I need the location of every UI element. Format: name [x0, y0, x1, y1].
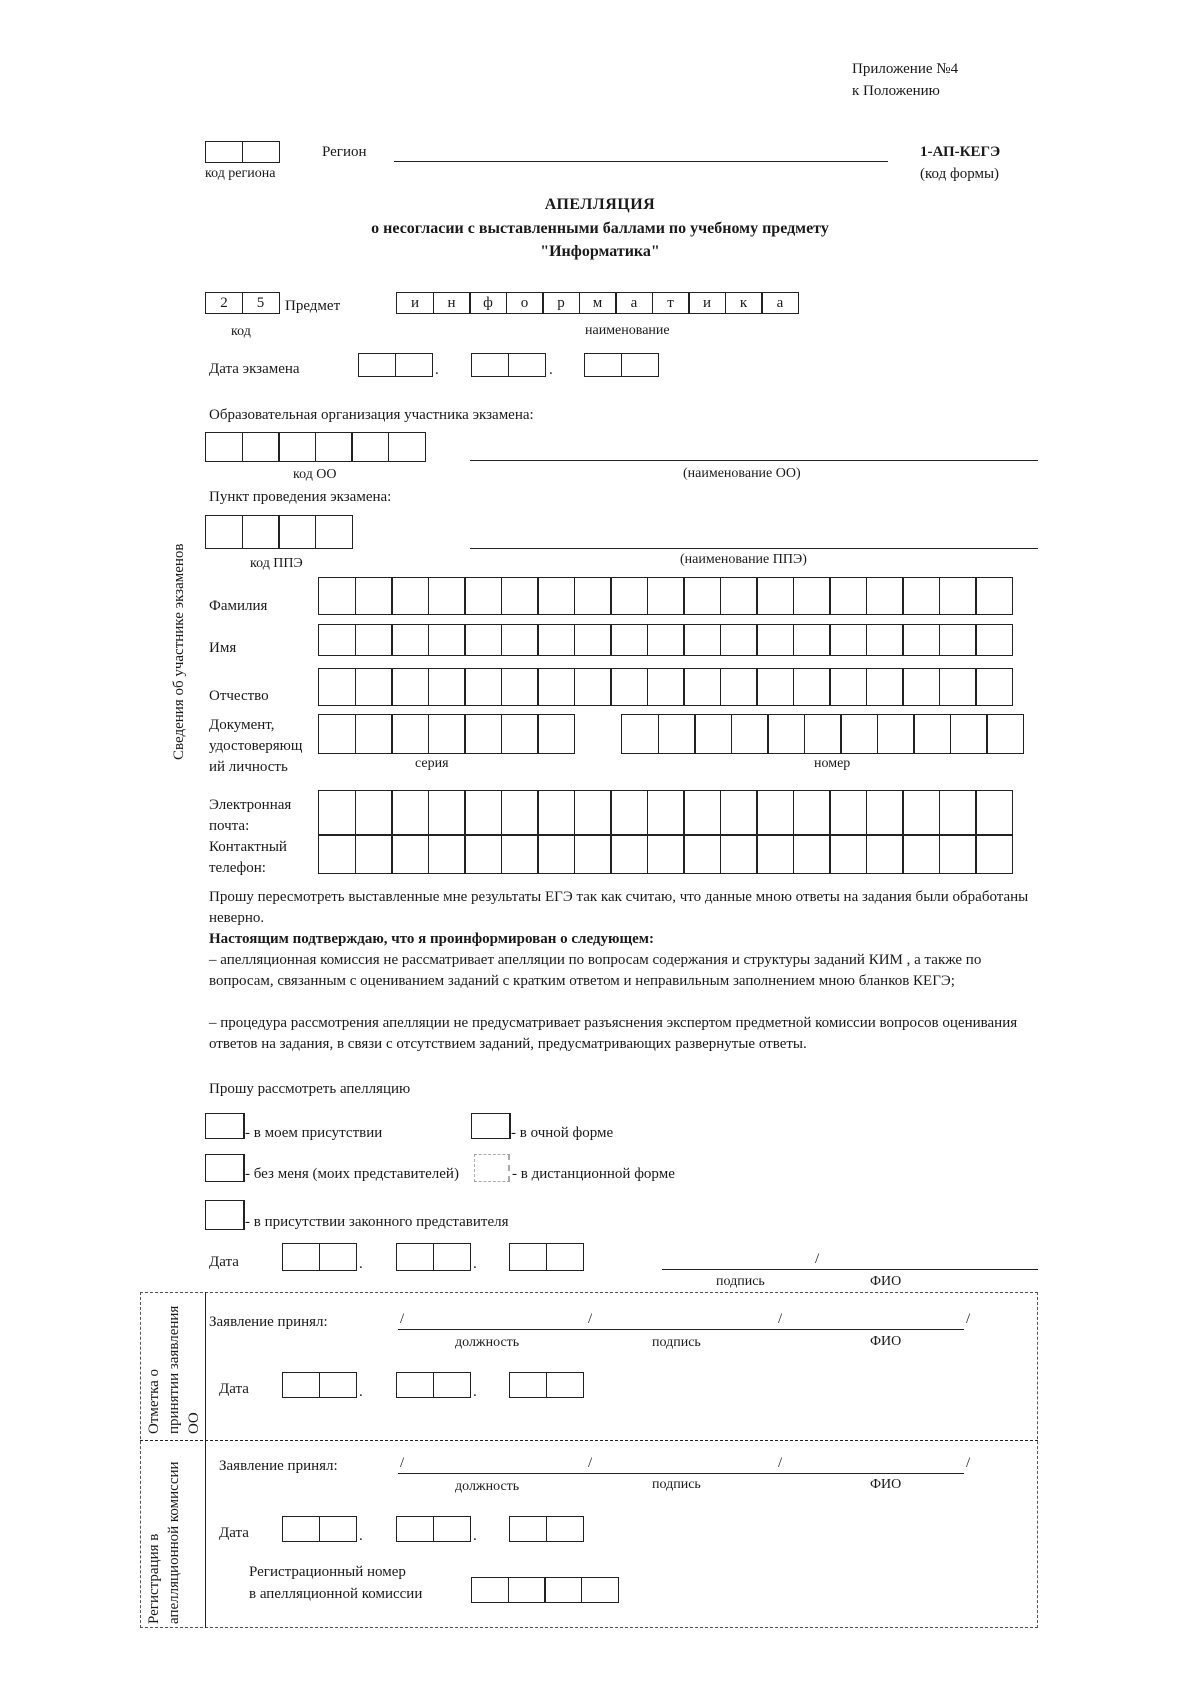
options-label: Прошу рассмотреть апелляцию: [209, 1081, 411, 1097]
ppe-code-caption: код ППЭ: [250, 556, 303, 571]
letter-cell[interactable]: [574, 668, 612, 706]
signature-caption: подпись: [716, 1274, 765, 1289]
date-cell[interactable]: [433, 1372, 471, 1398]
letter-cell[interactable]: [793, 790, 831, 836]
letter-cell[interactable]: [318, 668, 356, 706]
letter-cell[interactable]: [986, 714, 1024, 754]
ppe-label: Пункт проведения экзамена:: [209, 489, 392, 505]
confirm-item1: – апелляционная комиссия не рассматривает апелляции по вопросам содержания и структуры заданий КИМ , а также по вопросам, связанным с оцениванием заданий с кратким ответом и неправильным заполнением мною бланков КЕГЭ;: [209, 952, 982, 989]
subject-letter[interactable]: р: [542, 292, 580, 314]
option-legal-rep-label: - в присутствии законного представителя: [245, 1214, 509, 1230]
letter-cell[interactable]: [391, 624, 429, 656]
sign-slash: /: [815, 1251, 820, 1267]
subject-letter[interactable]: т: [652, 292, 690, 314]
commission-signature-caption: подпись: [652, 1477, 701, 1492]
commission-date-day[interactable]: [282, 1516, 357, 1542]
date-cell[interactable]: [546, 1516, 584, 1542]
org-name-line[interactable]: [470, 460, 1038, 461]
letter-cell[interactable]: [537, 790, 575, 836]
region-code-cell[interactable]: [205, 141, 243, 163]
letter-cell[interactable]: [355, 790, 393, 836]
letter-cell[interactable]: [621, 714, 659, 754]
letter-cell[interactable]: [683, 834, 721, 874]
letter-cell[interactable]: [464, 668, 502, 706]
region-code-cell[interactable]: [242, 141, 280, 163]
letter-cell[interactable]: [866, 624, 904, 656]
phone-cells[interactable]: [318, 834, 1013, 874]
letter-cell[interactable]: [391, 714, 429, 754]
letter-cell[interactable]: [537, 834, 575, 874]
request-paragraph: Прошу пересмотреть выставленные мне результаты ЕГЭ так как считаю, что данные мною ответы на задания были обработаны неверно.: [209, 889, 1029, 926]
commission-side-label-l2: апелляционной комиссии: [166, 1461, 182, 1624]
ppe-code-cell[interactable]: [242, 515, 280, 549]
letter-cell[interactable]: [902, 790, 940, 836]
reg-number-cell[interactable]: [471, 1577, 509, 1603]
letter-cell[interactable]: [537, 577, 575, 615]
ppe-code-cells[interactable]: [205, 515, 353, 549]
email-label-l2: почта:: [209, 818, 250, 834]
letter-cell[interactable]: [793, 624, 831, 656]
option-remote-label: - в дистанционной форме: [512, 1166, 675, 1182]
letter-cell[interactable]: [866, 668, 904, 706]
letter-cell[interactable]: [647, 624, 685, 656]
confirm-item2: – процедура рассмотрения апелляции не предусматривает разъяснения экспертом предметной комиссии вопросов оценивания ответов на задания, в связи с отсутствием заданий, предусматривающих развернутые ответы.: [209, 1015, 1018, 1052]
title-line3: "Информатика": [540, 243, 660, 260]
commission-position-caption: должность: [455, 1479, 520, 1494]
letter-cell[interactable]: [939, 790, 977, 836]
letter-cell[interactable]: [756, 668, 794, 706]
commission-accepted-line[interactable]: [398, 1473, 964, 1474]
letter-cell[interactable]: [804, 714, 842, 754]
letter-cell[interactable]: [318, 577, 356, 615]
letter-cell[interactable]: [902, 834, 940, 874]
ppe-name-line[interactable]: [470, 548, 1038, 549]
letter-cell[interactable]: [877, 714, 915, 754]
letter-cell[interactable]: [464, 790, 502, 836]
org-code-cell[interactable]: [388, 432, 426, 462]
subject-code-digit[interactable]: 2: [205, 292, 243, 314]
letter-cell[interactable]: [574, 624, 612, 656]
letter-cell[interactable]: [647, 577, 685, 615]
document-label-l1: Документ,: [209, 717, 275, 733]
letter-cell[interactable]: [428, 624, 466, 656]
oo-side-label-l3: ОО: [186, 1412, 202, 1434]
letter-cell[interactable]: [391, 577, 429, 615]
letter-cell[interactable]: [720, 577, 758, 615]
subject-letter[interactable]: о: [506, 292, 544, 314]
date-cell[interactable]: [433, 1516, 471, 1542]
exam-date-month[interactable]: [471, 353, 546, 377]
org-code-cell[interactable]: [242, 432, 280, 462]
exam-date-day[interactable]: [358, 353, 433, 377]
org-code-cell[interactable]: [278, 432, 316, 462]
subject-letter[interactable]: м: [579, 292, 617, 314]
series-caption: серия: [415, 756, 449, 771]
date-cell[interactable]: [319, 1372, 357, 1398]
date-cell[interactable]: [509, 1372, 547, 1398]
surname-label: Фамилия: [209, 598, 268, 614]
subject-label: Предмет: [285, 298, 341, 314]
letter-cell[interactable]: [683, 577, 721, 615]
exam-date-year[interactable]: [584, 353, 659, 377]
date-cell[interactable]: [508, 353, 546, 377]
letter-cell[interactable]: [610, 668, 648, 706]
letter-cell[interactable]: [829, 624, 867, 656]
document-label-l2: удостоверяющ: [209, 738, 303, 754]
date-cell[interactable]: [546, 1243, 584, 1271]
letter-cell[interactable]: [902, 624, 940, 656]
commission-date-year[interactable]: [509, 1516, 584, 1542]
number-caption: номер: [814, 756, 851, 771]
letter-cell[interactable]: [318, 714, 356, 754]
letter-cell[interactable]: [610, 577, 648, 615]
oo-accepted-line[interactable]: [398, 1329, 964, 1330]
org-code-caption: код ОО: [293, 467, 337, 482]
reg-number-cell[interactable]: [508, 1577, 546, 1603]
letter-cell[interactable]: [731, 714, 769, 754]
letter-cell[interactable]: [428, 668, 466, 706]
letter-cell[interactable]: [950, 714, 988, 754]
letter-cell[interactable]: [975, 624, 1013, 656]
oo-accepted-label: Заявление принял:: [209, 1314, 328, 1330]
letter-cell[interactable]: [756, 834, 794, 874]
option-in-person-checkbox[interactable]: [471, 1113, 511, 1139]
letter-cell[interactable]: [939, 834, 977, 874]
letter-cell[interactable]: [537, 624, 575, 656]
date-cell[interactable]: [509, 1243, 547, 1271]
subject-code-cells[interactable]: [205, 292, 280, 314]
date-cell[interactable]: [282, 1243, 320, 1271]
date-cell[interactable]: [584, 353, 622, 377]
oo-date-day[interactable]: [282, 1372, 357, 1398]
letter-cell[interactable]: [428, 790, 466, 836]
date-cell[interactable]: [395, 353, 433, 377]
oo-side-label-l2: принятии заявления: [166, 1305, 182, 1434]
option-in-presence-label: - в моем присутствии: [245, 1125, 383, 1141]
appendix-line1: Приложение №4: [852, 61, 959, 77]
letter-cell[interactable]: [355, 714, 393, 754]
letter-cell[interactable]: [428, 834, 466, 874]
date-cell[interactable]: [396, 1243, 434, 1271]
letter-cell[interactable]: [840, 714, 878, 754]
letter-cell[interactable]: [793, 834, 831, 874]
oo-signature-caption: подпись: [652, 1335, 701, 1350]
phone-label-l1: Контактный: [209, 839, 287, 855]
org-code-cells[interactable]: [205, 432, 426, 462]
option-without-me-label: - без меня (моих представителей): [245, 1166, 459, 1182]
document-label-l3: ий личность: [209, 759, 288, 775]
name-cells[interactable]: [318, 624, 1013, 656]
reg-number-label-l2: в апелляционной комиссии: [249, 1586, 423, 1602]
subject-code-digit[interactable]: 5: [242, 292, 280, 314]
date-cell[interactable]: [319, 1516, 357, 1542]
subject-name-caption: наименование: [585, 323, 670, 338]
surname-cells[interactable]: [318, 577, 1013, 615]
letter-cell[interactable]: [683, 668, 721, 706]
subject-name-cells[interactable]: [396, 292, 799, 314]
commission-side-label-l1: Регистрация в: [146, 1533, 162, 1624]
letter-cell[interactable]: [683, 624, 721, 656]
letter-cell[interactable]: [647, 790, 685, 836]
phone-label-l2: телефон:: [209, 860, 266, 876]
region-name-line[interactable]: [394, 161, 888, 162]
letter-cell[interactable]: [975, 577, 1013, 615]
subject-letter[interactable]: ф: [469, 292, 507, 314]
letter-cell[interactable]: [355, 668, 393, 706]
letter-cell[interactable]: [537, 714, 575, 754]
sign-date-month[interactable]: [396, 1243, 471, 1271]
ppe-name-caption: (наименование ППЭ): [680, 552, 807, 567]
letter-cell[interactable]: [391, 790, 429, 836]
letter-cell[interactable]: [658, 714, 696, 754]
frame-divider-horizontal: [140, 1440, 1038, 1441]
letter-cell[interactable]: [829, 577, 867, 615]
org-code-cell[interactable]: [205, 432, 243, 462]
email-cells[interactable]: [318, 790, 1013, 836]
date-cell[interactable]: [319, 1243, 357, 1271]
title-line2: о несогласии с выставленными баллами по учебному предмету: [371, 220, 829, 237]
commission-fio-caption: ФИО: [870, 1477, 902, 1492]
letter-cell[interactable]: [902, 668, 940, 706]
letter-cell[interactable]: [829, 790, 867, 836]
subject-letter[interactable]: а: [761, 292, 799, 314]
ppe-code-cell[interactable]: [315, 515, 353, 549]
letter-cell[interactable]: [939, 577, 977, 615]
letter-cell[interactable]: [939, 668, 977, 706]
letter-cell[interactable]: [610, 790, 648, 836]
letter-cell[interactable]: [391, 668, 429, 706]
letter-cell[interactable]: [647, 834, 685, 874]
reg-number-cells[interactable]: [471, 1577, 619, 1603]
letter-cell[interactable]: [355, 624, 393, 656]
letter-cell[interactable]: [866, 577, 904, 615]
letter-cell[interactable]: [537, 668, 575, 706]
letter-cell[interactable]: [464, 714, 502, 754]
letter-cell[interactable]: [428, 714, 466, 754]
oo-position-caption: должность: [455, 1335, 520, 1350]
reg-number-cell[interactable]: [544, 1577, 582, 1603]
letter-cell[interactable]: [975, 668, 1013, 706]
letter-cell[interactable]: [756, 790, 794, 836]
letter-cell[interactable]: [501, 714, 539, 754]
date-cell[interactable]: [396, 1516, 434, 1542]
letter-cell[interactable]: [355, 834, 393, 874]
letter-cell[interactable]: [318, 790, 356, 836]
letter-cell[interactable]: [610, 834, 648, 874]
ppe-code-cell[interactable]: [278, 515, 316, 549]
form-code-caption: (код формы): [920, 166, 1000, 182]
letter-cell[interactable]: [793, 668, 831, 706]
document-number-cells[interactable]: [621, 714, 1024, 754]
letter-cell[interactable]: [939, 624, 977, 656]
sign-date-day[interactable]: [282, 1243, 357, 1271]
letter-cell[interactable]: [829, 668, 867, 706]
exam-date-label: Дата экзамена: [209, 361, 300, 377]
option-legal-rep-checkbox[interactable]: [205, 1200, 245, 1230]
date-cell[interactable]: [509, 1516, 547, 1542]
oo-date-label: Дата: [219, 1381, 249, 1397]
letter-cell[interactable]: [902, 577, 940, 615]
date-cell[interactable]: [358, 353, 396, 377]
option-without-me-checkbox[interactable]: [205, 1154, 245, 1182]
letter-cell[interactable]: [318, 624, 356, 656]
letter-cell[interactable]: [694, 714, 732, 754]
letter-cell[interactable]: [428, 577, 466, 615]
date-cell[interactable]: [282, 1372, 320, 1398]
form-code: 1-АП-КЕГЭ: [920, 144, 1001, 160]
sign-date-label: Дата: [209, 1254, 239, 1270]
reg-number-label-l1: Регистрационный номер: [249, 1564, 406, 1580]
letter-cell[interactable]: [683, 790, 721, 836]
letter-cell[interactable]: [647, 668, 685, 706]
letter-cell[interactable]: [829, 834, 867, 874]
letter-cell[interactable]: [720, 668, 758, 706]
org-label: Образовательная организация участника экзамена:: [209, 407, 534, 423]
frame-divider-vertical: [205, 1292, 206, 1628]
letter-cell[interactable]: [501, 668, 539, 706]
letter-cell[interactable]: [720, 624, 758, 656]
reg-number-cell[interactable]: [581, 1577, 619, 1603]
letter-cell[interactable]: [610, 624, 648, 656]
appendix-line2: к Положению: [852, 83, 940, 99]
letter-cell[interactable]: [574, 834, 612, 874]
date-cell[interactable]: [621, 353, 659, 377]
date-cell[interactable]: [433, 1243, 471, 1271]
letter-cell[interactable]: [501, 790, 539, 836]
subject-letter[interactable]: н: [433, 292, 471, 314]
fio-caption: ФИО: [870, 1274, 902, 1289]
letter-cell[interactable]: [574, 577, 612, 615]
region-label: Регион: [322, 144, 367, 160]
patronymic-label: Отчество: [209, 688, 269, 704]
letter-cell[interactable]: [464, 577, 502, 615]
letter-cell[interactable]: [793, 577, 831, 615]
org-code-cell[interactable]: [351, 432, 389, 462]
commission-date-label: Дата: [219, 1525, 249, 1541]
oo-fio-caption: ФИО: [870, 1334, 902, 1349]
letter-cell[interactable]: [975, 790, 1013, 836]
option-in-person-label: - в очной форме: [511, 1125, 614, 1141]
region-code-caption: код региона: [205, 166, 276, 181]
letter-cell[interactable]: [866, 834, 904, 874]
letter-cell[interactable]: [767, 714, 805, 754]
oo-side-label-l1: Отметка о: [146, 1368, 162, 1434]
option-remote-checkbox[interactable]: [474, 1154, 510, 1182]
region-code-cells[interactable]: [205, 141, 280, 163]
date-cell[interactable]: [396, 1372, 434, 1398]
patronymic-cells[interactable]: [318, 668, 1013, 706]
sign-date-year[interactable]: [509, 1243, 584, 1271]
letter-cell[interactable]: [913, 714, 951, 754]
letter-cell[interactable]: [391, 834, 429, 874]
participant-side-label: Сведения об участнике экзаменов: [171, 543, 187, 760]
subject-letter[interactable]: и: [688, 292, 726, 314]
oo-date-year[interactable]: [509, 1372, 584, 1398]
letter-cell[interactable]: [866, 790, 904, 836]
subject-code-caption: код: [231, 324, 251, 339]
document-series-cells[interactable]: [318, 714, 575, 754]
letter-cell[interactable]: [756, 624, 794, 656]
letter-cell[interactable]: [464, 834, 502, 874]
title-line1: АПЕЛЛЯЦИЯ: [544, 196, 656, 213]
letter-cell[interactable]: [975, 834, 1013, 874]
org-name-caption: (наименование ОО): [683, 466, 801, 481]
oo-date-month[interactable]: [396, 1372, 471, 1398]
letter-cell[interactable]: [464, 624, 502, 656]
letter-cell[interactable]: [318, 834, 356, 874]
commission-date-month[interactable]: [396, 1516, 471, 1542]
subject-letter[interactable]: а: [615, 292, 653, 314]
date-cell[interactable]: [471, 353, 509, 377]
signature-line[interactable]: [662, 1269, 1038, 1270]
date-cell[interactable]: [546, 1372, 584, 1398]
subject-letter[interactable]: к: [725, 292, 763, 314]
subject-letter[interactable]: и: [396, 292, 434, 314]
email-label-l1: Электронная: [209, 797, 292, 813]
letter-cell[interactable]: [501, 834, 539, 874]
letter-cell[interactable]: [756, 577, 794, 615]
letter-cell[interactable]: [720, 790, 758, 836]
letter-cell[interactable]: [574, 790, 612, 836]
date-cell[interactable]: [282, 1516, 320, 1542]
letter-cell[interactable]: [501, 624, 539, 656]
commission-accepted-label: Заявление принял:: [219, 1458, 338, 1474]
letter-cell[interactable]: [501, 577, 539, 615]
letter-cell[interactable]: [355, 577, 393, 615]
letter-cell[interactable]: [720, 834, 758, 874]
option-in-presence-checkbox[interactable]: [205, 1113, 245, 1139]
ppe-code-cell[interactable]: [205, 515, 243, 549]
org-code-cell[interactable]: [315, 432, 353, 462]
name-label: Имя: [209, 640, 237, 656]
confirm-heading: Настоящим подтверждаю, что я проинформирован о следующем:: [209, 931, 654, 947]
